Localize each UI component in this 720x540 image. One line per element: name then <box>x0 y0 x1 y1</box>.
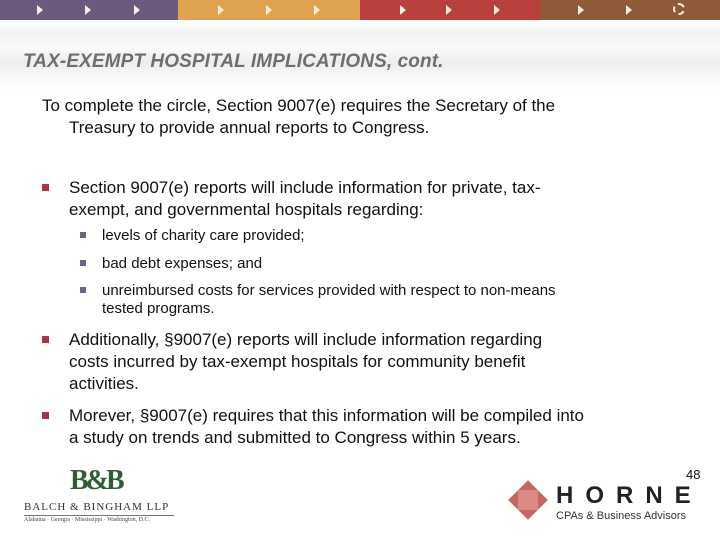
square-bullet-icon <box>80 287 86 293</box>
bb-states: Alabama · Georgia · Mississippi · Washington, D.C. <box>24 517 150 523</box>
bullet-item: Morever, §9007(e) requires that this information will be compiled into a study on trends and submitted to Congress within 5 years. <box>42 405 702 449</box>
square-bullet-icon <box>42 336 49 343</box>
arrow-icon <box>134 5 140 15</box>
arrow-icon <box>218 5 224 15</box>
horne-name: HORNE <box>556 482 703 509</box>
header-segment-brown <box>540 0 720 20</box>
globe-icon <box>673 3 685 15</box>
header-segment-orange <box>178 0 360 20</box>
bb-firm-name: BALCH & BINGHAM LLP <box>24 501 170 513</box>
arrow-icon <box>494 5 500 15</box>
arrow-icon <box>314 5 320 15</box>
horne-square-icon <box>518 490 538 510</box>
intro-line-1: To complete the circle, Section 9007(e) requires the Secretary of the <box>42 96 556 115</box>
intro-line-2: Treasury to provide annual reports to Congress. <box>69 118 430 137</box>
bb-monogram: B&B <box>70 465 122 496</box>
square-bullet-icon <box>42 184 49 191</box>
bullet-item: Additionally, §9007(e) reports will include information regarding costs incurred by tax-exempt hospitals for community benefit activities. <box>42 329 702 395</box>
arrow-icon <box>446 5 452 15</box>
balch-bingham-logo <box>22 465 192 525</box>
arrow-icon <box>37 5 43 15</box>
arrow-icon <box>266 5 272 15</box>
arrow-icon <box>400 5 406 15</box>
bb-divider <box>24 515 174 516</box>
slide-title: TAX-EXEMPT HOSPITAL IMPLICATIONS, cont. <box>23 51 444 72</box>
arrow-icon <box>85 5 91 15</box>
header-segment-purple <box>0 0 178 20</box>
horne-logo <box>510 480 710 530</box>
header-segment-red <box>360 0 540 20</box>
bullet-item: Section 9007(e) reports will include information for private, tax- exempt, and governmental hospitals regarding: <box>42 177 702 221</box>
intro-paragraph <box>42 95 682 139</box>
square-bullet-icon <box>80 260 86 266</box>
square-bullet-icon <box>42 412 49 419</box>
arrow-icon <box>578 5 584 15</box>
horne-tagline: CPAs & Business Advisors <box>556 510 687 522</box>
square-bullet-icon <box>80 232 86 238</box>
sub-bullet-item: unreimbursed costs for services provided with respect to non-means tested programs. <box>80 282 680 318</box>
sub-bullet-item: levels of charity care provided; <box>80 227 680 245</box>
arrow-icon <box>626 5 632 15</box>
page-number: 48 <box>686 467 701 482</box>
header-color-bar <box>0 0 720 20</box>
sub-bullet-item: bad debt expenses; and <box>80 255 680 273</box>
